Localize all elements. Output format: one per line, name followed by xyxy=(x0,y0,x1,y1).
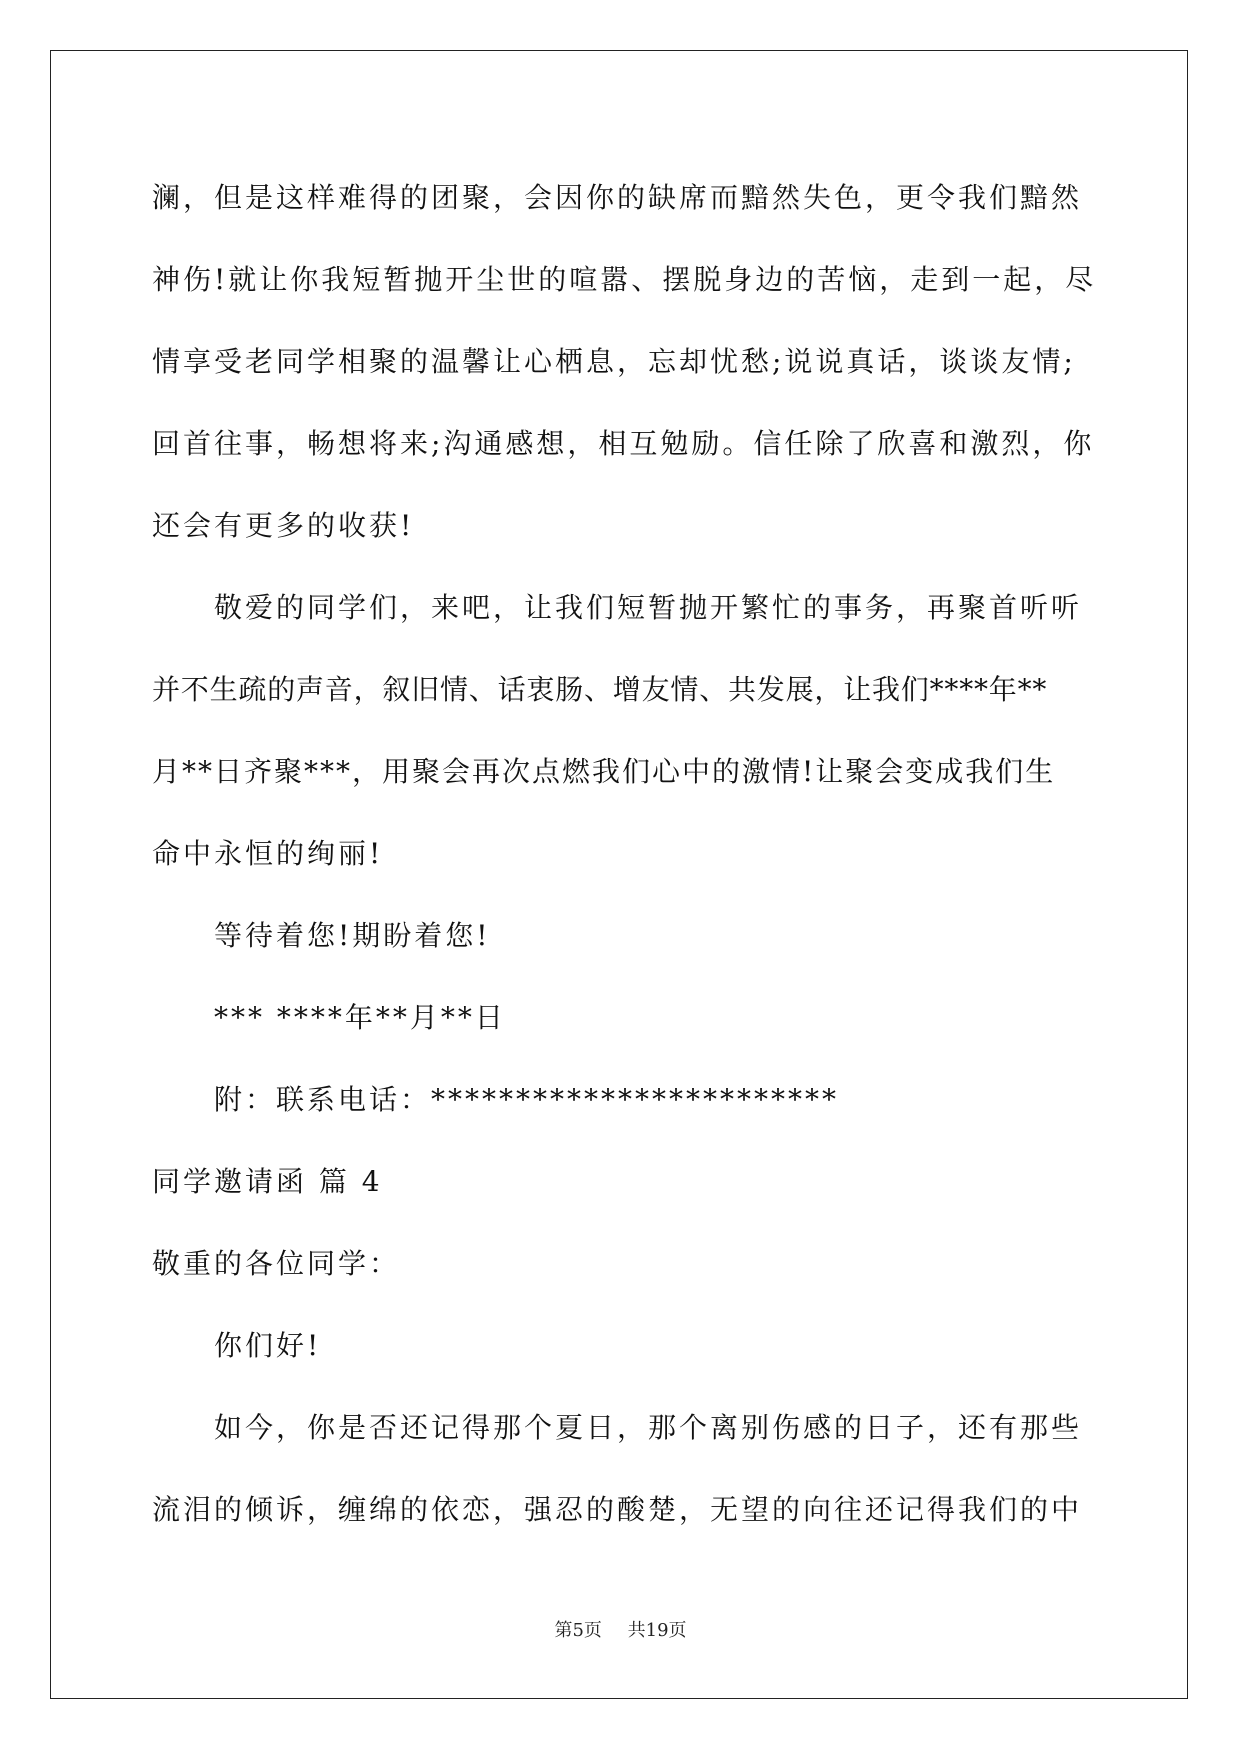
paragraph-line: 流泪的倾诉，缠绵的依恋，强忍的酸楚，无望的向往还记得我们的中 xyxy=(152,1493,1083,1526)
paragraph-line: 回首往事，畅想将来;沟通感想，相互勉励。信任除了欣喜和激烈，你 xyxy=(152,427,1095,460)
paragraph-line: 澜，但是这样难得的团聚，会因你的缺席而黯然失色，更令我们黯然 xyxy=(152,181,1083,214)
paragraph-line: 情享受老同学相聚的温馨让心栖息，忘却忧愁;说说真话，谈谈友情; xyxy=(152,345,1076,378)
salutation: 敬重的各位同学： xyxy=(152,1247,401,1280)
paragraph-line: 如今，你是否还记得那个夏日，那个离别伤感的日子，还有那些 xyxy=(214,1411,1083,1444)
paragraph-line: 还会有更多的收获! xyxy=(152,509,415,542)
page-total: 共19页 xyxy=(627,1620,687,1641)
paragraph-line: 神伤!就让你我短暂抛开尘世的喧嚣、摆脱身边的苦恼，走到一起，尽 xyxy=(152,263,1097,296)
page-footer xyxy=(0,1616,1241,1642)
paragraph-line: 命中永恒的绚丽! xyxy=(152,837,384,870)
contact-phone: 附：联系电话：************************ xyxy=(214,1083,840,1116)
greeting: 你们好! xyxy=(214,1329,322,1362)
paragraph-line: 敬爱的同学们，来吧，让我们短暂抛开繁忙的事务，再聚首听听 xyxy=(214,591,1083,624)
page-number: 第5页 xyxy=(554,1620,602,1641)
section-heading: 同学邀请函 篇 4 xyxy=(152,1165,383,1198)
document-body xyxy=(152,157,1097,1551)
paragraph-line: 月**日齐聚***，用聚会再次点燃我们心中的激情!让聚会变成我们生 xyxy=(152,755,1056,788)
signature-date: *** ****年**月**日 xyxy=(214,1001,506,1034)
paragraph-line: 并不生疏的声音，叙旧情、话衷肠、增友情、共发展，让我们****年** xyxy=(152,673,1048,706)
closing-line: 等待着您!期盼着您! xyxy=(214,919,491,952)
